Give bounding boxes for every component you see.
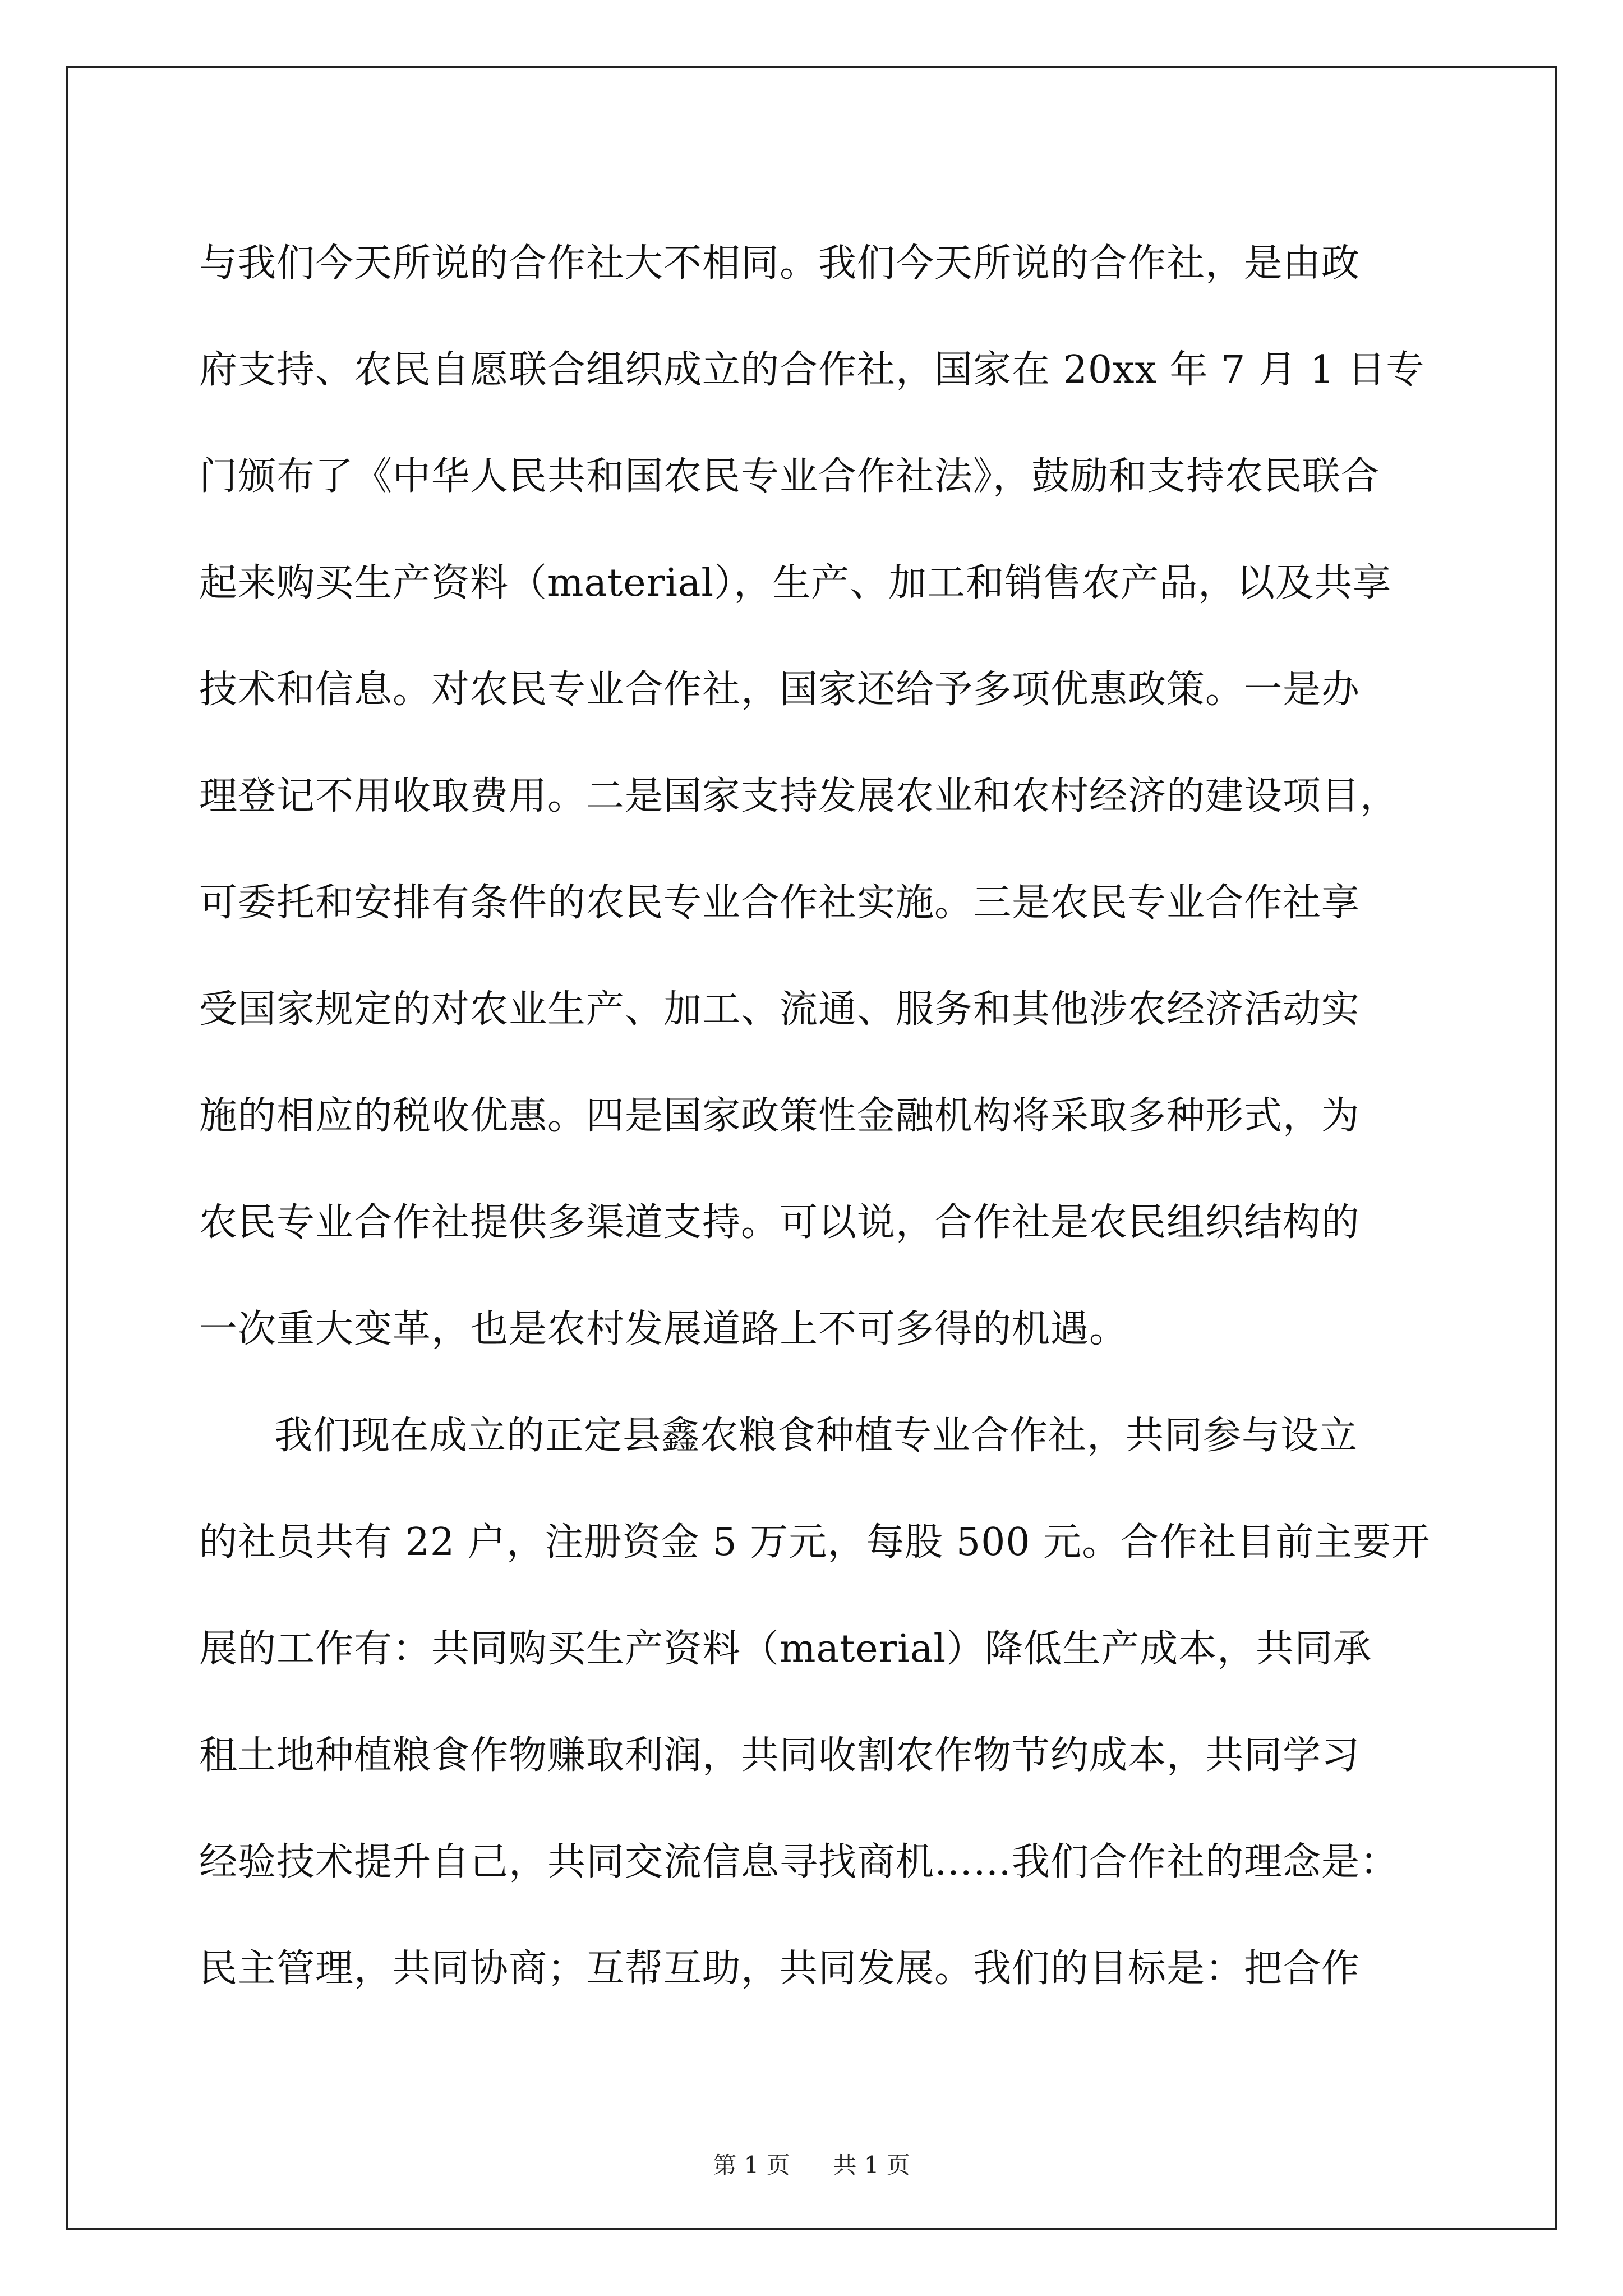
text-line: 受国家规定的对农业生产、加工、流通、服务和其他涉农经济活动实 [199,987,1361,1032]
text-line: 展的工作有：共同购买生产资料（material）降低生产成本，共同承 [199,1627,1372,1671]
document-body [199,210,1436,2022]
paragraph-start-line: 我们现在成立的正定县鑫农粮食种植专业合作社，共同参与设立 [274,1414,1358,1458]
text-line: 农民专业合作社提供多渠道支持。可以说，合作社是农民组织结构的 [199,1200,1361,1245]
text-line: 府支持、农民自愿联合组织成立的合作社，国家在 20xx 年 7 月 1 日专 [199,348,1425,392]
total-pages: 共 1 页 [833,2151,910,2179]
current-page-number: 第 1 页 [713,2151,790,2179]
text-line: 一次重大变革，也是农村发展道路上不可多得的机遇。 [199,1307,1128,1351]
text-line: 施的相应的税收优惠。四是国家政策性金融机构将采取多种形式，为 [199,1094,1361,1138]
text-line: 租土地种植粮食作物赚取利润，共同收割农作物节约成本，共同学习 [199,1733,1361,1778]
text-line: 经验技术提升自己，共同交流信息寻找商机……我们合作社的理念是： [199,1840,1399,1884]
text-line: 起来购买生产资料（material），生产、加工和销售农产品，以及共享 [199,561,1392,605]
text-line: 可委托和安排有条件的农民专业合作社实施。三是农民专业合作社享 [199,881,1361,925]
page-footer [0,2148,1623,2182]
text-line: 理登记不用收取费用。二是国家支持发展农业和农村经济的建设项目， [199,774,1399,818]
text-line: 门颁布了《中华人民共和国农民专业合作社法》，鼓励和支持农民联合 [199,454,1380,499]
text-line: 民主管理，共同协商；互帮互助，共同发展。我们的目标是：把合作 [199,1947,1361,1991]
text-line: 的社员共有 22 户，注册资金 5 万元，每股 500 元。合作社目前主要开 [199,1520,1431,1565]
text-line: 与我们今天所说的合作社大不相同。我们今天所说的合作社，是由政 [199,241,1361,286]
text-line: 技术和信息。对农民专业合作社，国家还给予多项优惠政策。一是办 [199,668,1361,712]
